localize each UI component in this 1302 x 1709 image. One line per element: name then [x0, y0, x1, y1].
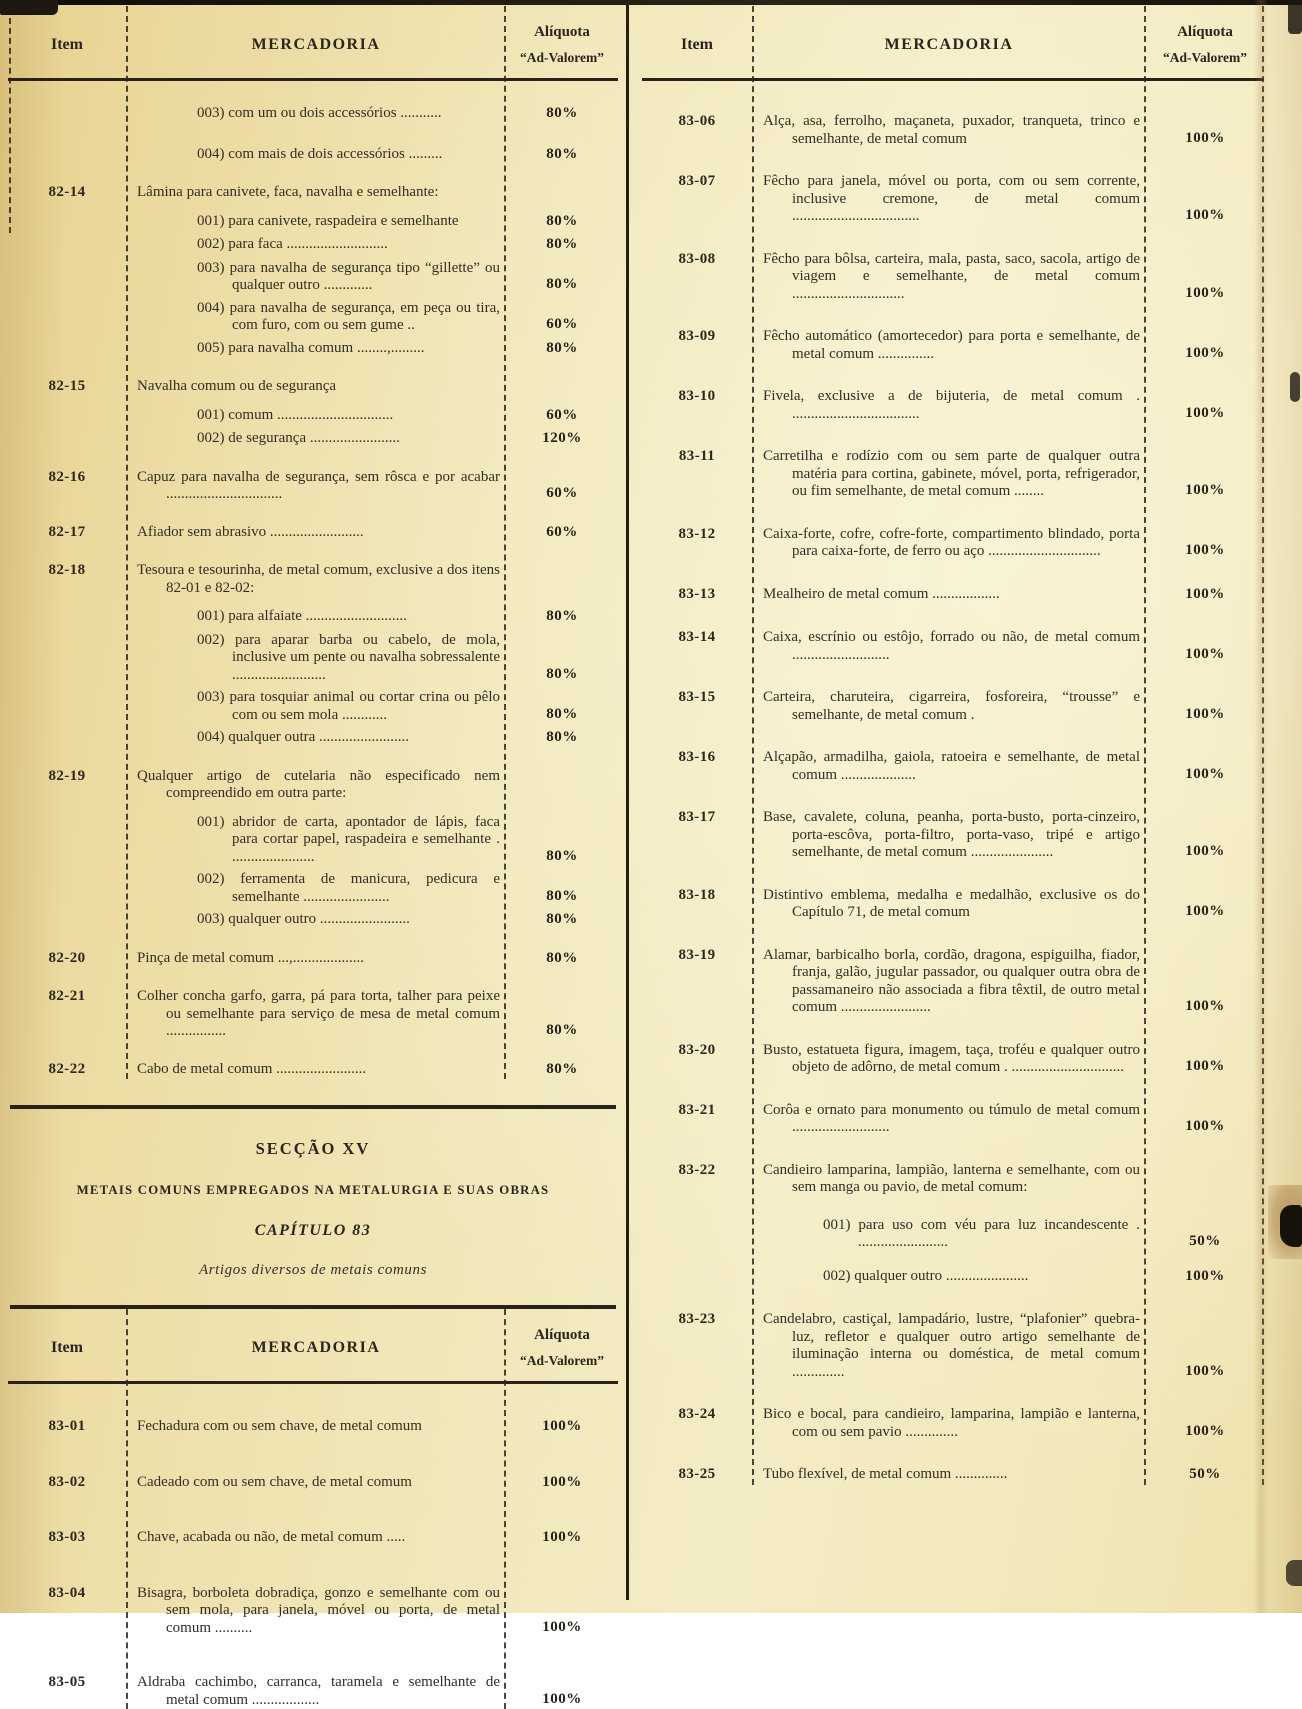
rate-value: 100%: [1146, 629, 1264, 664]
merchandise-text: 002) ferramenta de manicura, pedicura e semelhante .......................: [126, 871, 506, 906]
tariff-entry: [8, 1674, 618, 1709]
item-number: [8, 430, 126, 449]
item-number: 83-19: [642, 947, 752, 1017]
aliquota-label: Alíquota: [506, 1327, 618, 1344]
rate-value: 100%: [1146, 1042, 1264, 1077]
ad-valorem-label: “Ad-Valorem”: [1146, 50, 1264, 66]
rate-value: 80%: [506, 105, 618, 124]
item-number: [8, 340, 126, 359]
merchandise-text: Cadeado com ou sem chave, de metal comum: [126, 1474, 506, 1493]
rate-value: 100%: [506, 1674, 618, 1709]
rate-value: 120%: [506, 430, 618, 449]
tariff-entry: [642, 1162, 1264, 1287]
table-row: [8, 871, 618, 906]
item-number: 83-09: [642, 328, 752, 363]
table-row: [642, 1102, 1264, 1137]
table-row: [642, 1311, 1264, 1381]
merchandise-text: Base, cavalete, coluna, peanha, porta-busto, porta-cinzeiro, porta-escôva, porta-filtro, porta-vaso, tripé e artigo semelhante, de metal comum ......................: [752, 809, 1146, 862]
item-number: 83-10: [642, 388, 752, 423]
scan-artifact: [0, 0, 58, 15]
tariff-entry: [642, 629, 1264, 664]
table-row: [8, 1418, 618, 1437]
table-row: [8, 184, 618, 202]
merchandise-text: Colher concha garfo, garra, pá para torta, talher para peixe ou semelhante para serviço de mesa de metal comum ................: [126, 988, 506, 1041]
table-body: [642, 113, 1264, 1485]
table-row: [8, 911, 618, 930]
rate-value: 100%: [1146, 328, 1264, 363]
table-row: [8, 729, 618, 748]
item-number: 82-17: [8, 524, 126, 543]
tariff-entry: [8, 562, 618, 748]
merchandise-text: 004) qualquer outra ........................: [126, 729, 506, 748]
merchandise-text: 003) com um ou dois accessórios ...........: [126, 105, 506, 124]
table-row: [8, 689, 618, 724]
table-row: [8, 950, 618, 969]
rate-value: 80%: [506, 340, 618, 359]
merchandise-text: Fêcho para janela, móvel ou porta, com ou sem corrente, inclusive cremone, de metal comum ..................................: [752, 173, 1146, 226]
scan-artifact: [1290, 372, 1300, 402]
merchandise-text: 002) de segurança ........................: [126, 430, 506, 449]
item-number: 82-20: [8, 950, 126, 969]
table-row: [642, 1162, 1264, 1197]
rate-value: 100%: [1146, 448, 1264, 501]
table-row: [642, 586, 1264, 605]
item-number: 82-22: [8, 1061, 126, 1080]
table-row: [642, 1042, 1264, 1077]
rate-value: 80%: [506, 988, 618, 1041]
tariff-entry: [642, 887, 1264, 922]
table-row: [8, 988, 618, 1041]
rate-value: 100%: [1146, 526, 1264, 561]
section-title: SECÇÃO XV: [8, 1139, 618, 1159]
tariff-entry: [642, 173, 1264, 226]
rate-value: 80%: [506, 729, 618, 748]
rate-value: 100%: [1146, 113, 1264, 148]
item-number: [642, 1268, 752, 1287]
horizontal-rule: [10, 1105, 616, 1109]
merchandise-text: 003) qualquer outro ........................: [126, 911, 506, 930]
item-number: [8, 689, 126, 724]
tariff-entry: [8, 1418, 618, 1437]
table-header: [8, 1309, 618, 1384]
item-number: [8, 146, 126, 165]
chapter-subtitle: Artigos diversos de metais comuns: [8, 1262, 618, 1279]
rate-value: 100%: [1146, 586, 1264, 605]
tariff-table-chapter-83-continued: [642, 6, 1264, 1485]
merchandise-text: Alçapão, armadilha, gaiola, ratoeira e semelhante, de metal comum ....................: [752, 749, 1146, 784]
table-row: [642, 251, 1264, 304]
tariff-entry: [8, 1529, 618, 1548]
item-number: 83-24: [642, 1406, 752, 1441]
ad-valorem-label: “Ad-Valorem”: [506, 1353, 618, 1369]
tariff-entry: [8, 1585, 618, 1638]
column-header-aliquota: [506, 24, 618, 66]
merchandise-text: Pinça de metal comum ...,...................: [126, 950, 506, 969]
tariff-entry: [8, 105, 618, 164]
rate-value: 100%: [1146, 689, 1264, 724]
table-row: [642, 113, 1264, 148]
item-number: 83-03: [8, 1529, 126, 1548]
tariff-entry: [642, 1406, 1264, 1441]
merchandise-text: Busto, estatueta figura, imagem, taça, troféu e qualquer outro objeto de adôrno, de metal comum . ..............................: [752, 1042, 1146, 1077]
table-row: [642, 1466, 1264, 1485]
rate-value: 100%: [1146, 749, 1264, 784]
tariff-entry: [8, 184, 618, 358]
item-number: [8, 213, 126, 232]
merchandise-text: Bico e bocal, para candieiro, lamparina, lampião e lanterna, com ou sem pavio ..............: [752, 1406, 1146, 1441]
rate-value: 100%: [1146, 809, 1264, 862]
merchandise-text: Carteira, charuteira, cigarreira, fosforeira, “trousse” e semelhante, de metal comum .: [752, 689, 1146, 724]
item-number: [8, 911, 126, 930]
merchandise-text: 003) para navalha de segurança tipo “gillette” ou qualquer outro .............: [126, 260, 506, 295]
table-row: [8, 430, 618, 449]
merchandise-text: Corôa e ornato para monumento ou túmulo de metal comum ..........................: [752, 1102, 1146, 1137]
column-header-mercadoria: MERCADORIA: [752, 24, 1146, 66]
item-number: [8, 871, 126, 906]
merchandise-text: Cabo de metal comum ........................: [126, 1061, 506, 1080]
column-header-mercadoria: MERCADORIA: [126, 1327, 506, 1369]
merchandise-text: Lâmina para canivete, faca, navalha e semelhante:: [126, 184, 506, 202]
item-number: [8, 632, 126, 685]
merchandise-text: Aldraba cachimbo, carranca, taramela e semelhante de metal comum ..................: [126, 1674, 506, 1709]
table-body: [8, 1418, 618, 1709]
tariff-entry: [8, 469, 618, 504]
merchandise-text: 004) com mais de dois accessórios .........: [126, 146, 506, 165]
column-header-item: Item: [642, 24, 752, 66]
merchandise-text: Candieiro lamparina, lampião, lanterna e semelhante, com ou sem manga ou pavio, de metal comum:: [752, 1162, 1146, 1197]
merchandise-text: Mealheiro de metal comum ..................: [752, 586, 1146, 605]
tariff-entry: [8, 768, 618, 930]
table-row: [642, 328, 1264, 363]
tariff-table-chapter-83-start: [8, 1309, 618, 1709]
section-subtitle: METAIS COMUNS EMPREGADOS NA METALURGIA E SUAS OBRAS: [8, 1183, 618, 1198]
table-row: [8, 814, 618, 867]
item-number: [8, 236, 126, 255]
merchandise-text: Fêcho automático (amortecedor) para porta e semelhante, de metal comum ...............: [752, 328, 1146, 363]
merchandise-text: Bisagra, borboleta dobradiça, gonzo e semelhante com ou sem mola, para janela, móvel ou porta, de metal comum ..........: [126, 1585, 506, 1638]
item-number: 83-22: [642, 1162, 752, 1197]
table-row: [642, 173, 1264, 226]
section-heading-block: [8, 1105, 618, 1309]
table-row: [642, 749, 1264, 784]
item-number: [8, 814, 126, 867]
table-row: [8, 1474, 618, 1493]
column-divider: [626, 0, 629, 1600]
merchandise-text: Navalha comum ou de segurança: [126, 378, 506, 396]
rate-value: 100%: [1146, 1102, 1264, 1137]
table-row: [8, 378, 618, 396]
table-row: [642, 947, 1264, 1017]
item-number: [8, 105, 126, 124]
table-row: [642, 388, 1264, 423]
rate-value: [506, 768, 618, 803]
aliquota-label: Alíquota: [1146, 24, 1264, 41]
merchandise-text: Tubo flexível, de metal comum ..............: [752, 1466, 1146, 1485]
table-row: [8, 524, 618, 543]
merchandise-text: 003) para tosquiar animal ou cortar crina ou pêlo com ou sem mola ............: [126, 689, 506, 724]
tariff-entry: [642, 526, 1264, 561]
table-row: [8, 146, 618, 165]
merchandise-text: Carretilha e rodízio com ou sem parte de qualquer outra matéria para cortina, gabinete, móvel, porta, refrigerador, ou fim semelhante, de metal comum ........: [752, 448, 1146, 501]
merchandise-text: 001) comum ...............................: [126, 407, 506, 426]
merchandise-text: Fechadura com ou sem chave, de metal comum: [126, 1418, 506, 1437]
merchandise-text: 002) para faca ...........................: [126, 236, 506, 255]
rate-value: 80%: [506, 236, 618, 255]
table-row: [642, 887, 1264, 922]
table-row: [8, 105, 618, 124]
table-header: [642, 6, 1264, 81]
rate-value: 100%: [1146, 1406, 1264, 1441]
table-row: [642, 629, 1264, 664]
merchandise-text: Tesoura e tesourinha, de metal comum, exclusive a dos itens 82-01 e 82-02:: [126, 562, 506, 597]
rate-value: 100%: [506, 1418, 618, 1437]
tariff-entry: [642, 388, 1264, 423]
tariff-entry: [8, 988, 618, 1041]
item-number: 83-02: [8, 1474, 126, 1493]
rate-value: [506, 184, 618, 202]
item-number: 82-15: [8, 378, 126, 396]
merchandise-text: 004) para navalha de segurança, em peça ou tira, com furo, com ou sem gume ..: [126, 300, 506, 335]
page-crease: [1254, 0, 1268, 1613]
tariff-entry: [642, 947, 1264, 1017]
table-row: [8, 1061, 618, 1080]
column-header-aliquota: [506, 1327, 618, 1369]
rate-value: 100%: [1146, 887, 1264, 922]
rate-value: 100%: [1146, 1311, 1264, 1381]
rate-value: 100%: [1146, 388, 1264, 423]
merchandise-text: Capuz para navalha de segurança, sem rôsca e por acabar ...............................: [126, 469, 506, 504]
item-number: 83-06: [642, 113, 752, 148]
merchandise-text: 002) qualquer outro ......................: [752, 1268, 1146, 1287]
merchandise-text: Alamar, barbicalho borla, cordão, dragona, espiguilha, fiador, franja, galão, jugular passador, ou qualquer outra obra de passamaneiro não associada a fibra têxtil, de outro metal comum ........................: [752, 947, 1146, 1017]
table-row: [8, 1674, 618, 1709]
left-column: [8, 6, 618, 1709]
merchandise-text: Qualquer artigo de cutelaria não especificado nem compreendido em outra parte:: [126, 768, 506, 803]
tariff-entry: [642, 448, 1264, 501]
rate-value: 80%: [506, 911, 618, 930]
table-row: [8, 632, 618, 685]
item-number: 83-14: [642, 629, 752, 664]
merchandise-text: Caixa, escrínio ou estôjo, forrado ou não, de metal comum ..........................: [752, 629, 1146, 664]
rate-value: 100%: [1146, 251, 1264, 304]
tariff-entry: [642, 1042, 1264, 1077]
item-number: 83-08: [642, 251, 752, 304]
rate-value: 80%: [506, 608, 618, 627]
tariff-entry: [642, 1311, 1264, 1381]
tariff-entry: [8, 524, 618, 543]
merchandise-text: Distintivo emblema, medalha e medalhão, exclusive os do Capítulo 71, de metal comum: [752, 887, 1146, 922]
merchandise-text: 001) para uso com véu para luz incandescente . ........................: [752, 1217, 1146, 1252]
item-number: 83-11: [642, 448, 752, 501]
merchandise-text: Alça, asa, ferrolho, maçaneta, puxador, tranqueta, trinco e semelhante, de metal comum: [752, 113, 1146, 148]
item-number: 82-18: [8, 562, 126, 597]
table-row: [642, 1217, 1264, 1252]
column-header-aliquota: [1146, 24, 1264, 66]
column-header-item: Item: [8, 24, 126, 66]
tariff-entry: [8, 1474, 618, 1493]
scan-artifact: [1288, 0, 1302, 34]
rate-value: [1146, 1162, 1264, 1197]
item-number: 82-14: [8, 184, 126, 202]
scan-artifact: [1286, 1560, 1302, 1586]
table-row: [642, 689, 1264, 724]
merchandise-text: Caixa-forte, cofre, cofre-forte, compartimento blindado, porta para caixa-forte, de ferro ou aço ..............................: [752, 526, 1146, 561]
rate-value: 80%: [506, 689, 618, 724]
rate-value: 80%: [506, 213, 618, 232]
right-column: [642, 6, 1264, 1485]
table-body: [8, 105, 618, 1079]
tariff-entry: [8, 950, 618, 969]
table-row: [8, 260, 618, 295]
table-row: [8, 213, 618, 232]
rate-value: 100%: [1146, 947, 1264, 1017]
table-row: [8, 469, 618, 504]
tariff-entry: [642, 689, 1264, 724]
item-number: 83-13: [642, 586, 752, 605]
rate-value: [506, 562, 618, 597]
tariff-entry: [642, 749, 1264, 784]
tariff-entry: [642, 586, 1264, 605]
item-number: 83-15: [642, 689, 752, 724]
rate-value: 60%: [506, 300, 618, 335]
tariff-entry: [642, 1466, 1264, 1485]
tariff-entry: [642, 1102, 1264, 1137]
item-number: 83-23: [642, 1311, 752, 1381]
merchandise-text: 002) para aparar barba ou cabelo, de mola, inclusive um pente ou navalha sobressalente .........................: [126, 632, 506, 685]
item-number: 83-07: [642, 173, 752, 226]
rate-value: 60%: [506, 407, 618, 426]
item-number: 83-25: [642, 1466, 752, 1485]
merchandise-text: 001) para canivete, raspadeira e semelhante: [126, 213, 506, 232]
item-number: [642, 1217, 752, 1252]
merchandise-text: 001) abridor de carta, apontador de lápis, faca para cortar papel, raspadeira e semelhante . ......................: [126, 814, 506, 867]
item-number: 83-05: [8, 1674, 126, 1709]
merchandise-text: 001) para alfaiate ...........................: [126, 608, 506, 627]
rate-value: 50%: [1146, 1217, 1264, 1252]
column-header-item: Item: [8, 1327, 126, 1369]
scan-artifact-top-edge: [0, 0, 1302, 5]
table-row: [642, 1406, 1264, 1441]
tariff-entry: [8, 378, 618, 449]
table-row: [8, 1585, 618, 1638]
rate-value: 60%: [506, 524, 618, 543]
tariff-entry: [642, 113, 1264, 148]
merchandise-text: Fêcho para bôlsa, carteira, mala, pasta, saco, sacola, artigo de viagem e semelhante, de metal comum ..............................: [752, 251, 1146, 304]
rate-value: 100%: [506, 1529, 618, 1548]
table-row: [8, 236, 618, 255]
merchandise-text: Fivela, exclusive a de bijuteria, de metal comum . ..................................: [752, 388, 1146, 423]
tariff-entry: [8, 1061, 618, 1080]
tariff-entry: [642, 251, 1264, 304]
tariff-table-chapter-82: [8, 6, 618, 1079]
rate-value: 100%: [506, 1585, 618, 1638]
item-number: 83-17: [642, 809, 752, 862]
table-row: [642, 526, 1264, 561]
item-number: 83-21: [642, 1102, 752, 1137]
table-row: [8, 300, 618, 335]
table-row: [642, 448, 1264, 501]
item-number: 83-18: [642, 887, 752, 922]
rate-value: 80%: [506, 950, 618, 969]
item-number: 82-16: [8, 469, 126, 504]
rate-value: 80%: [506, 871, 618, 906]
ad-valorem-label: “Ad-Valorem”: [506, 50, 618, 66]
rate-value: 80%: [506, 1061, 618, 1080]
tariff-entry: [642, 328, 1264, 363]
table-row: [8, 608, 618, 627]
item-number: [8, 300, 126, 335]
table-row: [642, 809, 1264, 862]
item-number: [8, 729, 126, 748]
rate-value: 50%: [1146, 1466, 1264, 1485]
item-number: [8, 608, 126, 627]
item-number: 83-01: [8, 1418, 126, 1437]
rate-value: 100%: [506, 1474, 618, 1493]
tariff-entry: [642, 809, 1264, 862]
item-number: 83-16: [642, 749, 752, 784]
rate-value: 100%: [1146, 173, 1264, 226]
table-row: [8, 1529, 618, 1548]
merchandise-text: Afiador sem abrasivo .........................: [126, 524, 506, 543]
rate-value: 80%: [506, 632, 618, 685]
item-number: 83-04: [8, 1585, 126, 1638]
item-number: [8, 407, 126, 426]
rate-value: 60%: [506, 469, 618, 504]
item-number: 82-21: [8, 988, 126, 1041]
rate-value: 80%: [506, 814, 618, 867]
item-number: 82-19: [8, 768, 126, 803]
chapter-title: CAPÍTULO 83: [8, 1222, 618, 1240]
rate-value: 100%: [1146, 1268, 1264, 1287]
scan-artifact: [1280, 1205, 1302, 1247]
table-row: [8, 768, 618, 803]
merchandise-text: 005) para navalha comum ........,.........: [126, 340, 506, 359]
item-number: 83-12: [642, 526, 752, 561]
rate-value: 80%: [506, 260, 618, 295]
item-number: 83-20: [642, 1042, 752, 1077]
rate-value: [506, 378, 618, 396]
table-row: [8, 562, 618, 597]
table-row: [642, 1268, 1264, 1287]
merchandise-text: Chave, acabada ou não, de metal comum .....: [126, 1529, 506, 1548]
table-row: [8, 407, 618, 426]
column-header-mercadoria: MERCADORIA: [126, 24, 506, 66]
aliquota-label: Alíquota: [506, 24, 618, 41]
table-header: [8, 6, 618, 81]
merchandise-text: Candelabro, castiçal, lampadário, lustre, “plafonier” quebra-luz, refletor e qualquer outro artigo semelhante de iluminação interna ou doméstica, de metal comum ..............: [752, 1311, 1146, 1381]
table-row: [8, 340, 618, 359]
rate-value: 80%: [506, 146, 618, 165]
item-number: [8, 260, 126, 295]
